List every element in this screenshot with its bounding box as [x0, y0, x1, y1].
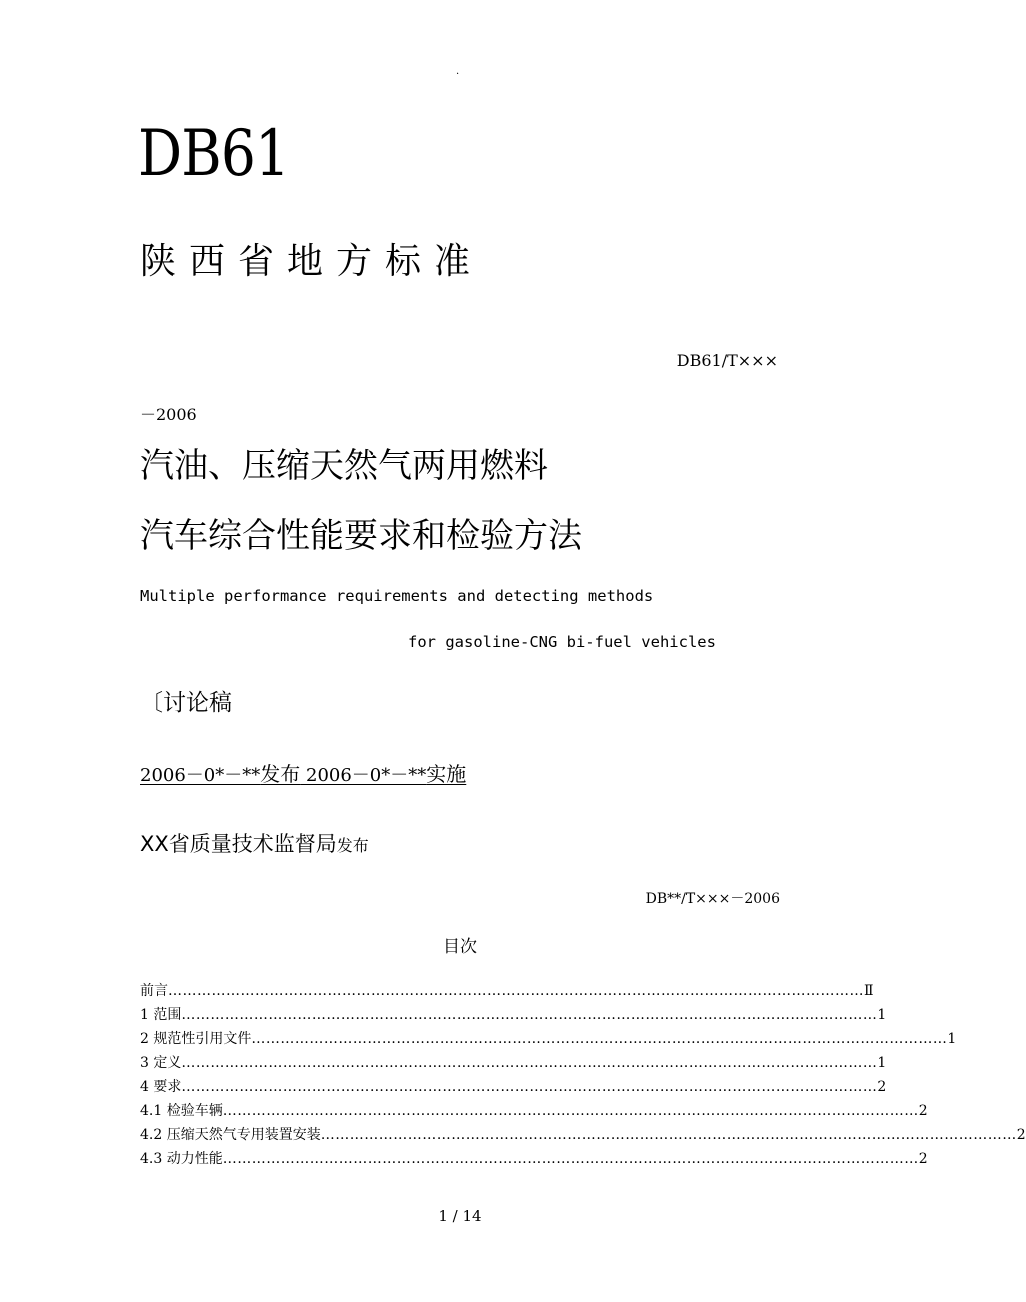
page-indicator: 1 / 14 — [438, 1207, 482, 1225]
toc-item-page: 1 — [877, 1007, 887, 1023]
toc-item-label: 1 范围 — [140, 1007, 182, 1023]
publish-label: 发布 — [260, 762, 301, 786]
toc-item-foreword[interactable] — [140, 980, 874, 1000]
toc-item-label: 前言 — [140, 983, 168, 999]
toc-item-page: 2 — [918, 1151, 928, 1167]
standard-name: 陕西省地方标准 — [140, 241, 484, 282]
toc-title: 目次 — [443, 937, 477, 957]
header-dot: . — [456, 66, 460, 77]
toc-item-label: 2 规范性引用文件 — [140, 1031, 252, 1047]
toc-item-power-performance[interactable] — [140, 1148, 928, 1168]
toc-item-page: 2 — [1016, 1127, 1026, 1143]
issuer-name: XX省质量技术监督局 — [140, 832, 337, 856]
toc-item-label: 4.1 检验车辆 — [140, 1103, 223, 1119]
standard-code: DB61 — [138, 117, 290, 191]
toc-leader: ……………………………………………………………………………………………………………………………… — [251, 1031, 948, 1047]
publish-implement-dates — [140, 758, 466, 787]
running-header: DB**/T×××－2006 — [645, 891, 780, 907]
toc-item-cng-installation[interactable] — [140, 1124, 1026, 1144]
toc-item-page: 2 — [918, 1103, 928, 1119]
toc-item-normative-references[interactable] — [140, 1028, 957, 1048]
toc-item-scope[interactable] — [140, 1004, 887, 1024]
document-number: DB61/T××× — [676, 351, 778, 370]
issuer — [140, 828, 369, 858]
toc-leader: ……………………………………………………………………………………………………………………………… — [181, 1007, 878, 1023]
toc-item-page: 1 — [947, 1031, 957, 1047]
toc-item-label: 4.2 压缩天然气专用装置安装 — [140, 1127, 321, 1143]
title-line-1: 汽油、压缩天然气两用燃料 — [140, 446, 548, 486]
toc-item-page: Ⅱ — [864, 983, 874, 999]
toc-item-requirements[interactable] — [140, 1076, 887, 1096]
implement-date: 2006－0*－** — [306, 765, 427, 786]
title-line-2: 汽车综合性能要求和检验方法 — [140, 516, 582, 556]
toc-item-test-vehicle[interactable] — [140, 1100, 928, 1120]
draft-label: 〔讨论稿 — [140, 690, 232, 716]
toc-item-label: 4.3 动力性能 — [140, 1151, 223, 1167]
toc-leader: ……………………………………………………………………………………………………………………………… — [181, 1079, 878, 1095]
toc-item-definitions[interactable] — [140, 1052, 887, 1072]
toc-leader: ……………………………………………………………………………………………………………………………… — [222, 1103, 919, 1119]
toc-item-page: 2 — [877, 1079, 887, 1095]
implement-label: 实施 — [426, 762, 467, 786]
publish-date: 2006－0*－** — [140, 765, 261, 786]
toc-leader: ……………………………………………………………………………………………………………………………… — [222, 1151, 919, 1167]
toc-item-label: 4 要求 — [140, 1079, 182, 1095]
document-year: －2006 — [140, 405, 197, 424]
toc-leader: ……………………………………………………………………………………………………………………………… — [181, 1055, 878, 1071]
english-title-line-1: Multiple performance requirements and detecting methods — [140, 587, 654, 605]
toc-item-label: 3 定义 — [140, 1055, 182, 1071]
issuer-label: 发布 — [336, 836, 369, 855]
toc-leader: ……………………………………………………………………………………………………………………………… — [320, 1127, 1017, 1143]
toc-leader: ……………………………………………………………………………………………………………………………… — [168, 983, 864, 999]
english-title-line-2: for gasoline-CNG bi-fuel vehicles — [408, 633, 716, 651]
toc-item-page: 1 — [877, 1055, 887, 1071]
